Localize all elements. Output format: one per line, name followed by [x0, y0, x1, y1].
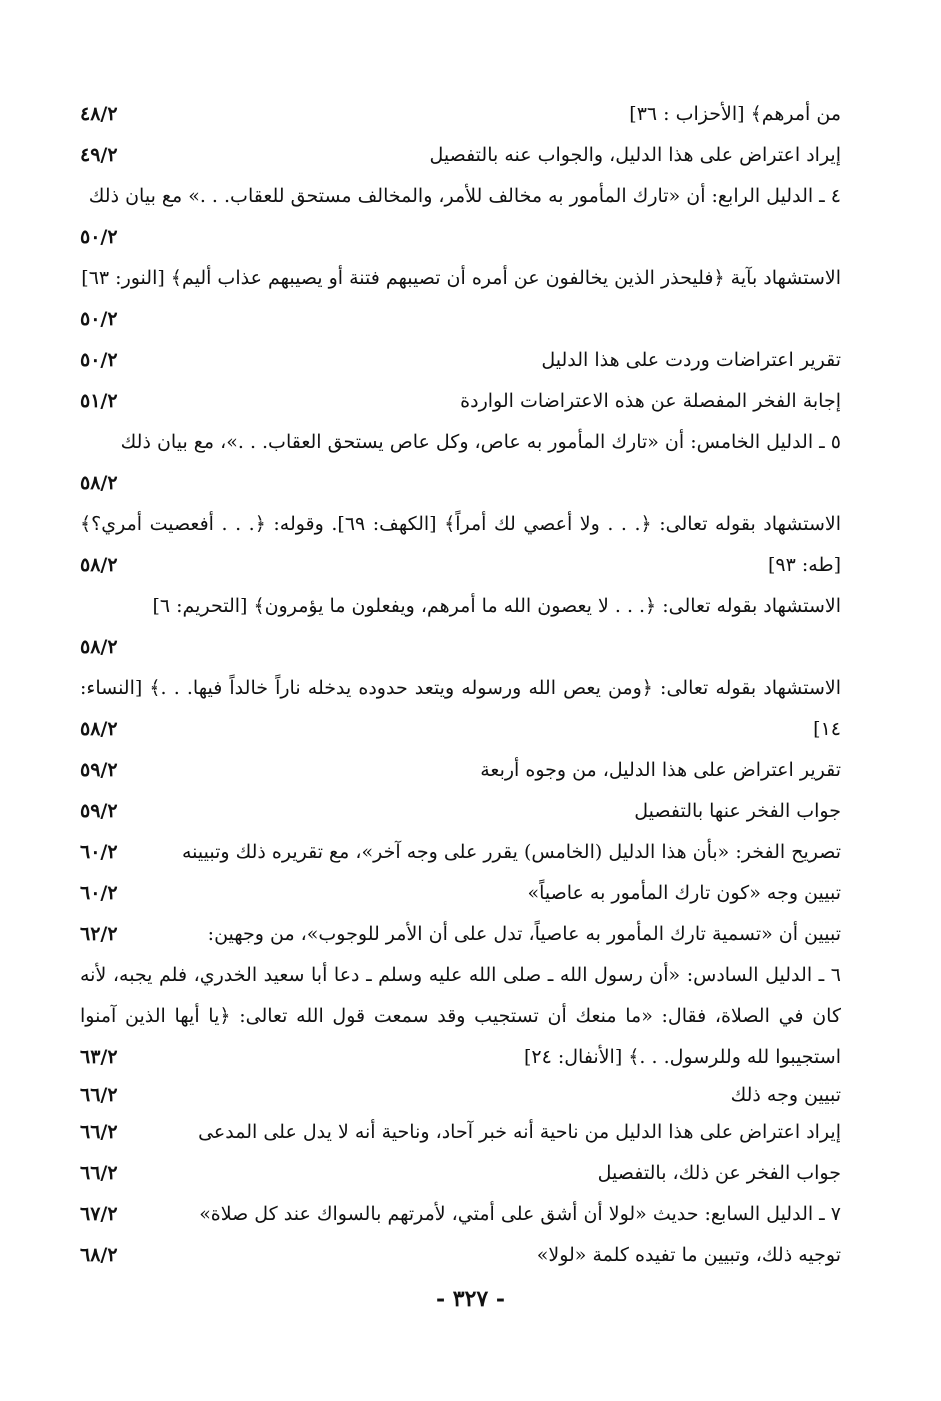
- toc-entry-text: من أمرهم﴾ [الأحزاب : ٣٦]: [629, 103, 841, 125]
- table-of-contents: [80, 94, 841, 1276]
- toc-entry-text: إيراد اعتراض على هذا الدليل، والجواب عنه بالتفصيل: [429, 144, 841, 166]
- toc-entry: [80, 791, 841, 832]
- toc-entry-text: ٤ ـ الدليل الرابع: أن «تارك المأمور به مخالف للأمر، والمخالف مستحق للعقاب. . .» مع بيان ذلك: [88, 185, 841, 207]
- toc-entry-text: الاستشهاد بقوله تعالى: ﴿. . . ولا أعصي لك أمراً﴾ [الكهف: ٦٩]. وقوله: ﴿. . . أفعصيت أمري؟﴾ [طه: ٩٣]: [80, 513, 841, 576]
- toc-entry-text: تقرير اعتراضات وردت على هذا الدليل: [541, 349, 841, 371]
- toc-entry-page: ٦٢/٢: [80, 923, 118, 945]
- toc-entry: [80, 750, 841, 791]
- toc-entry: [80, 422, 841, 504]
- toc-entry: [80, 832, 841, 873]
- toc-entry-page: ٦٦/٢: [80, 1121, 118, 1143]
- toc-entry-page: ٦٨/٢: [80, 1244, 118, 1266]
- toc-entry-page: ٥٠/٢: [80, 226, 118, 248]
- toc-entry: [80, 340, 841, 381]
- toc-entry: [80, 586, 841, 668]
- toc-entry: [80, 1112, 841, 1153]
- toc-entry: [80, 914, 841, 955]
- toc-entry-text: تقرير اعتراض على هذا الدليل، من وجوه أربعة: [480, 759, 841, 781]
- toc-entry: [80, 504, 841, 586]
- toc-entry-text: الاستشهاد بقوله تعالى: ﴿ومن يعص الله ورسوله ويتعد حدوده يدخله ناراً خالداً فيها. . .﴾ [النساء: ١٤]: [80, 677, 841, 740]
- toc-entry: [80, 176, 841, 258]
- toc-entry: [80, 1235, 841, 1276]
- toc-entry-page: ٥٠/٢: [80, 349, 118, 371]
- toc-entry-text: إجابة الفخر المفصلة عن هذه الاعتراضات الواردة: [460, 390, 841, 412]
- toc-entry-text: جواب الفخر عنها بالتفصيل: [634, 800, 841, 822]
- toc-entry-page: ٥٨/٢: [80, 636, 118, 658]
- toc-entry: [80, 135, 841, 176]
- toc-entry-page: ٤٩/٢: [80, 144, 118, 166]
- toc-entry-page: ٦٠/٢: [80, 882, 118, 904]
- toc-entry-page: ٥٨/٢: [80, 718, 118, 740]
- toc-entry-page: ٦٣/٢: [80, 1046, 118, 1068]
- toc-entry: [80, 1194, 841, 1235]
- toc-entry-page: ٦٧/٢: [80, 1203, 118, 1225]
- toc-entry-text: الاستشهاد بقوله تعالى: ﴿. . . لا يعصون الله ما أمرهم، ويفعلون ما يؤمرون﴾ [التحريم: ٦]: [152, 595, 841, 617]
- page-number: - ٣٢٧ -: [435, 1286, 506, 1312]
- toc-entry: [80, 1153, 841, 1194]
- toc-entry: [80, 94, 841, 135]
- toc-entry-page: ٦٦/٢: [80, 1084, 118, 1106]
- toc-entry: [80, 258, 841, 340]
- toc-entry-text: توجيه ذلك، وتبيين ما تفيده كلمة «لولا»: [536, 1244, 841, 1266]
- toc-entry-page: ٥٠/٢: [80, 308, 118, 330]
- toc-entry-page: ٦٦/٢: [80, 1162, 118, 1184]
- toc-entry-page: ٥١/٢: [80, 390, 118, 412]
- toc-entry: [80, 873, 841, 914]
- toc-entry-text: إيراد اعتراض على هذا الدليل من ناحية أنه خبر آحاد، وناحية أنه لا يدل على المدعى: [198, 1121, 841, 1143]
- toc-entry-text: جواب الفخر عن ذلك، بالتفصيل: [597, 1162, 841, 1184]
- toc-entry-text: الاستشهاد بآية ﴿فليحذر الذين يخالفون عن أمره أن تصيبهم فتنة أو يصيبهم عذاب أليم﴾ [النور: ٦٣]: [81, 267, 841, 289]
- toc-entry-text: تصريح الفخر: «بأن هذا الدليل (الخامس) يقرر على وجه آخر»، مع تقريره ذلك وتبيينه: [181, 841, 841, 863]
- toc-entry: [80, 668, 841, 750]
- toc-entry-page: ٥٩/٢: [80, 800, 118, 822]
- toc-entry-text: تبيين وجه ذلك: [730, 1084, 841, 1106]
- toc-entry-page: ٦٠/٢: [80, 841, 118, 863]
- toc-entry-text: تبيين أن «تسمية تارك المأمور به عاصياً، تدل على أن الأمر للوجوب»، من وجهين:: [207, 923, 841, 945]
- toc-entry-text: ٦ ـ الدليل السادس: «أن رسول الله ـ صلى الله عليه وسلم ـ دعا أبا سعيد الخدري، فلم يجبه، لأنه كان في الصلاة، فقال: «ما منعك أن تستجيب وقد سمعت قول الله تعالى: ﴿يا أيها الذين آمنوا استجيبوا لله وللرسول. . .﴾ [الأنفال: ٢٤]: [80, 964, 841, 1068]
- toc-entry: [80, 381, 841, 422]
- toc-entry: [80, 1078, 841, 1112]
- toc-entry-page: ٤٨/٢: [80, 103, 118, 125]
- toc-entry-page: ٥٨/٢: [80, 472, 118, 494]
- toc-entry-text: ٥ ـ الدليل الخامس: أن «تارك المأمور به عاص، وكل عاص يستحق العقاب. . .»، مع بيان ذلك: [120, 431, 841, 453]
- toc-entry-page: ٥٨/٢: [80, 554, 118, 576]
- toc-entry-page: ٥٩/٢: [80, 759, 118, 781]
- toc-entry-text: ٧ ـ الدليل السابع: حديث «لولا أن أشق على أمتي، لأمرتهم بالسواك عند كل صلاة»: [199, 1203, 841, 1225]
- toc-entry: [80, 955, 841, 1078]
- toc-entry-text: تبيين وجه «كون تارك المأمور به عاصياً»: [527, 882, 841, 904]
